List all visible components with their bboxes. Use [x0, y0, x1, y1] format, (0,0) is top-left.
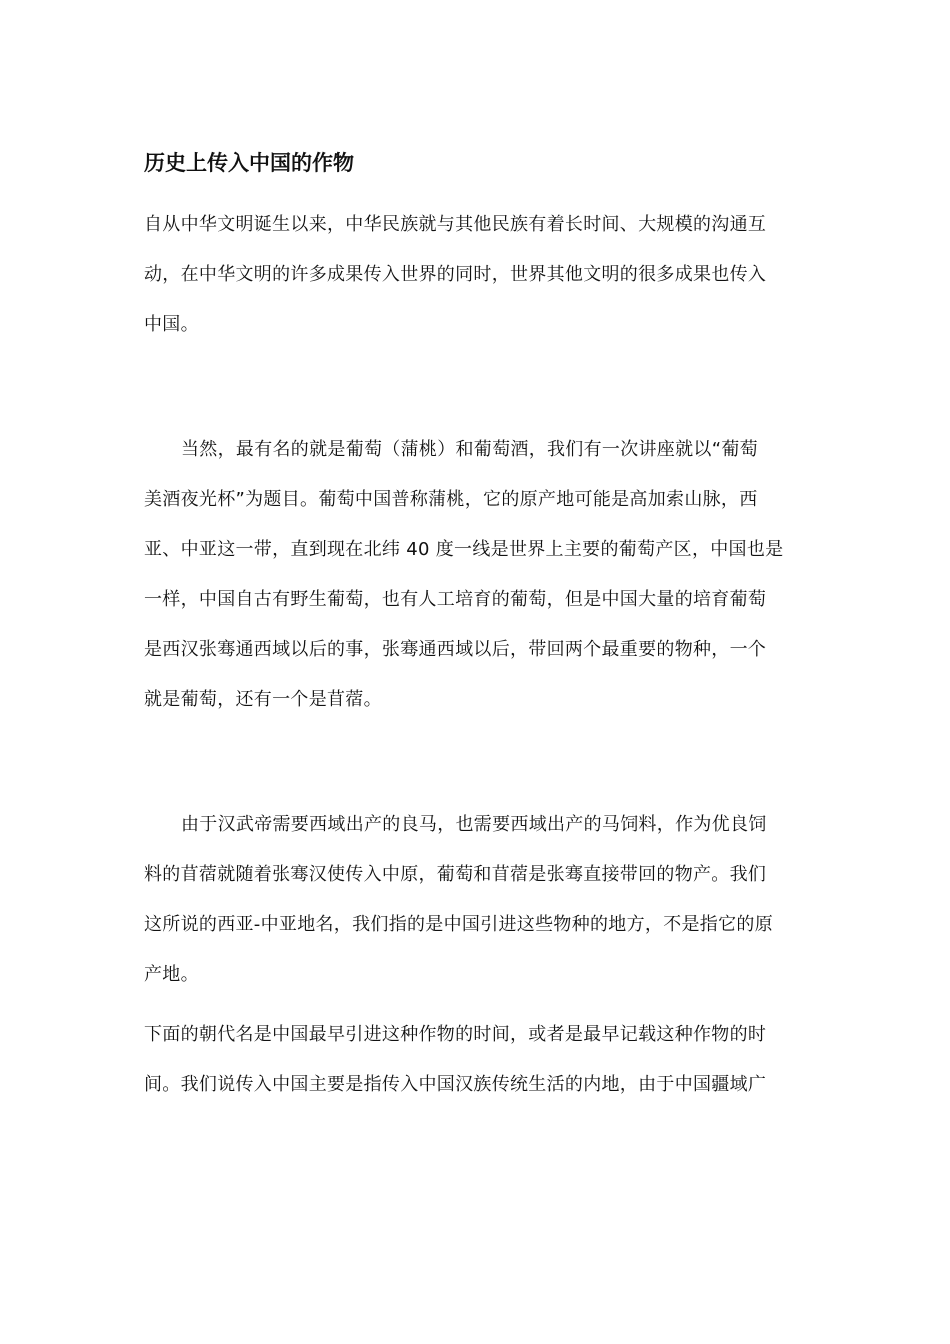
paragraph-dynasty-note	[144, 1010, 809, 1110]
paragraph-line: 下面的朝代名是中国最早引进这种作物的时间，或者是最早记载这种作物的时	[144, 1024, 767, 1045]
paragraph-intro	[144, 200, 809, 350]
paragraph-grape	[144, 425, 809, 725]
paragraph-line: 亚、中亚这一带，直到现在北纬 40 度一线是世界上主要的葡萄产区，中国也是	[144, 539, 784, 560]
document-title: 历史上传入中国的作物	[144, 151, 354, 175]
paragraph-line: 料的苜蓿就随着张骞汉使传入中原，葡萄和苜蓿是张骞直接带回的物产。我们	[144, 864, 767, 885]
paragraph-line: 产地。	[144, 964, 199, 985]
paragraph-line: 一样，中国自古有野生葡萄，也有人工培育的葡萄，但是中国大量的培育葡萄	[144, 589, 767, 610]
paragraph-line: 中国。	[144, 314, 199, 335]
paragraph-line: 间。我们说传入中国主要是指传入中国汉族传统生活的内地，由于中国疆域广	[144, 1074, 767, 1095]
paragraph-line: 美酒夜光杯”为题目。葡萄中国普称蒲桃，它的原产地可能是高加索山脉，西	[144, 489, 758, 510]
paragraph-line: 这所说的西亚-中亚地名，我们指的是中国引进这些物种的地方，不是指它的原	[144, 914, 773, 935]
paragraph-line: 是西汉张骞通西域以后的事，张骞通西域以后，带回两个最重要的物种，一个	[144, 639, 767, 660]
paragraph-line: 自从中华文明诞生以来，中华民族就与其他民族有着长时间、大规模的沟通互	[144, 214, 767, 235]
paragraph-line: 由于汉武帝需要西域出产的良马，也需要西域出产的马饲料，作为优良饲	[181, 814, 767, 835]
paragraph-line: 就是葡萄，还有一个是苜蓿。	[144, 689, 382, 710]
paragraph-alfalfa	[144, 800, 809, 1000]
paragraph-line: 动，在中华文明的许多成果传入世界的同时，世界其他文明的很多成果也传入	[144, 264, 767, 285]
paragraph-line: 当然，最有名的就是葡萄（蒲桃）和葡萄酒，我们有一次讲座就以“葡萄	[181, 439, 758, 460]
